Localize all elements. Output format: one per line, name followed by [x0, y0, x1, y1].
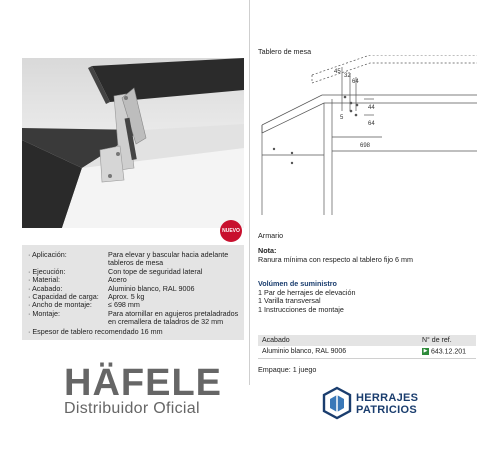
- spec-label: · Ancho de montaje:: [28, 300, 92, 310]
- hafele-logo: HÄFELE: [64, 362, 222, 404]
- column-divider: [249, 0, 250, 385]
- supply-title: Volúmen de suministro: [258, 279, 337, 288]
- spec-label: · Acabado:: [28, 283, 63, 293]
- ref-table-header: [258, 335, 476, 346]
- spec-extra: · Espesor de tablero recomendado 16 mm: [28, 326, 163, 336]
- table-row: [258, 346, 476, 358]
- packing-text: Empaque: 1 juego: [258, 365, 317, 374]
- diagram-top-label: Tablero de mesa: [258, 47, 312, 56]
- dim-5: 5: [340, 115, 344, 121]
- note-text: Ranura mínima con respecto al tablero fijo 6 mm: [258, 254, 413, 264]
- header-finish: Acabado: [258, 335, 418, 346]
- spec-label: · Ejecución:: [28, 266, 66, 276]
- spec-label: · Montaje:: [28, 308, 60, 318]
- spec-value: Acero: [108, 275, 127, 285]
- spec-value: Para elevar y bascular hacia adelante tableros de mesa: [108, 250, 229, 268]
- spec-label: · Capacidad de carga:: [28, 292, 99, 302]
- spec-value: Aprox. 5 kg: [108, 292, 145, 302]
- technical-drawing: [252, 55, 492, 235]
- spec-table: [22, 245, 244, 340]
- ref-table: [258, 335, 476, 359]
- hafele-subtitle: Distribuidor Oficial: [64, 400, 200, 417]
- spec-row: [28, 251, 240, 268]
- dim-64: 64: [352, 79, 359, 85]
- new-badge: NUEVO: [220, 220, 242, 242]
- hp-logo-text: [356, 392, 418, 416]
- hp-logo-icon: [322, 386, 352, 420]
- dim-44: 44: [368, 105, 375, 111]
- cell-finish: Aluminio blanco, RAL 9006: [258, 346, 418, 358]
- lift-mechanism-illustration: [22, 58, 244, 228]
- spec-label: · Aplicación:: [28, 250, 67, 259]
- spec-value: Para atornillar en agujeros pretaladrados en cremallera de taladros de 32 mm: [108, 308, 239, 327]
- cart-icon: ▶: [423, 348, 428, 355]
- hp-line1: HERRAJES: [356, 392, 419, 404]
- note-block: [258, 247, 413, 264]
- supply-item: 1 Par de herrajes de elevación: [258, 287, 356, 297]
- note-title: Nota:: [258, 246, 277, 255]
- spec-row: [28, 310, 240, 327]
- supply-item: 1 Varilla transversal: [258, 296, 321, 306]
- diagram-bottom-label: Armario: [258, 231, 284, 240]
- spec-value: Con tope de seguridad lateral: [108, 266, 203, 276]
- header-ref: N° de ref.: [418, 335, 476, 346]
- spec-value: Aluminio blanco, RAL 9006: [108, 283, 195, 293]
- cell-ref: ▶ 643.12.201: [418, 346, 476, 358]
- product-photo: [22, 58, 244, 228]
- supply-block: [258, 280, 356, 314]
- dim-64b: 64: [368, 121, 375, 127]
- dim-32: 32: [344, 73, 351, 79]
- hp-line2: PATRICIOS: [356, 404, 417, 416]
- dim-698: 698: [360, 143, 371, 149]
- spec-value: ≤ 698 mm: [108, 300, 140, 310]
- dim-45: 45: [334, 69, 341, 75]
- spec-label: · Material:: [28, 275, 60, 285]
- supply-item: 1 Instrucciones de montaje: [258, 304, 344, 314]
